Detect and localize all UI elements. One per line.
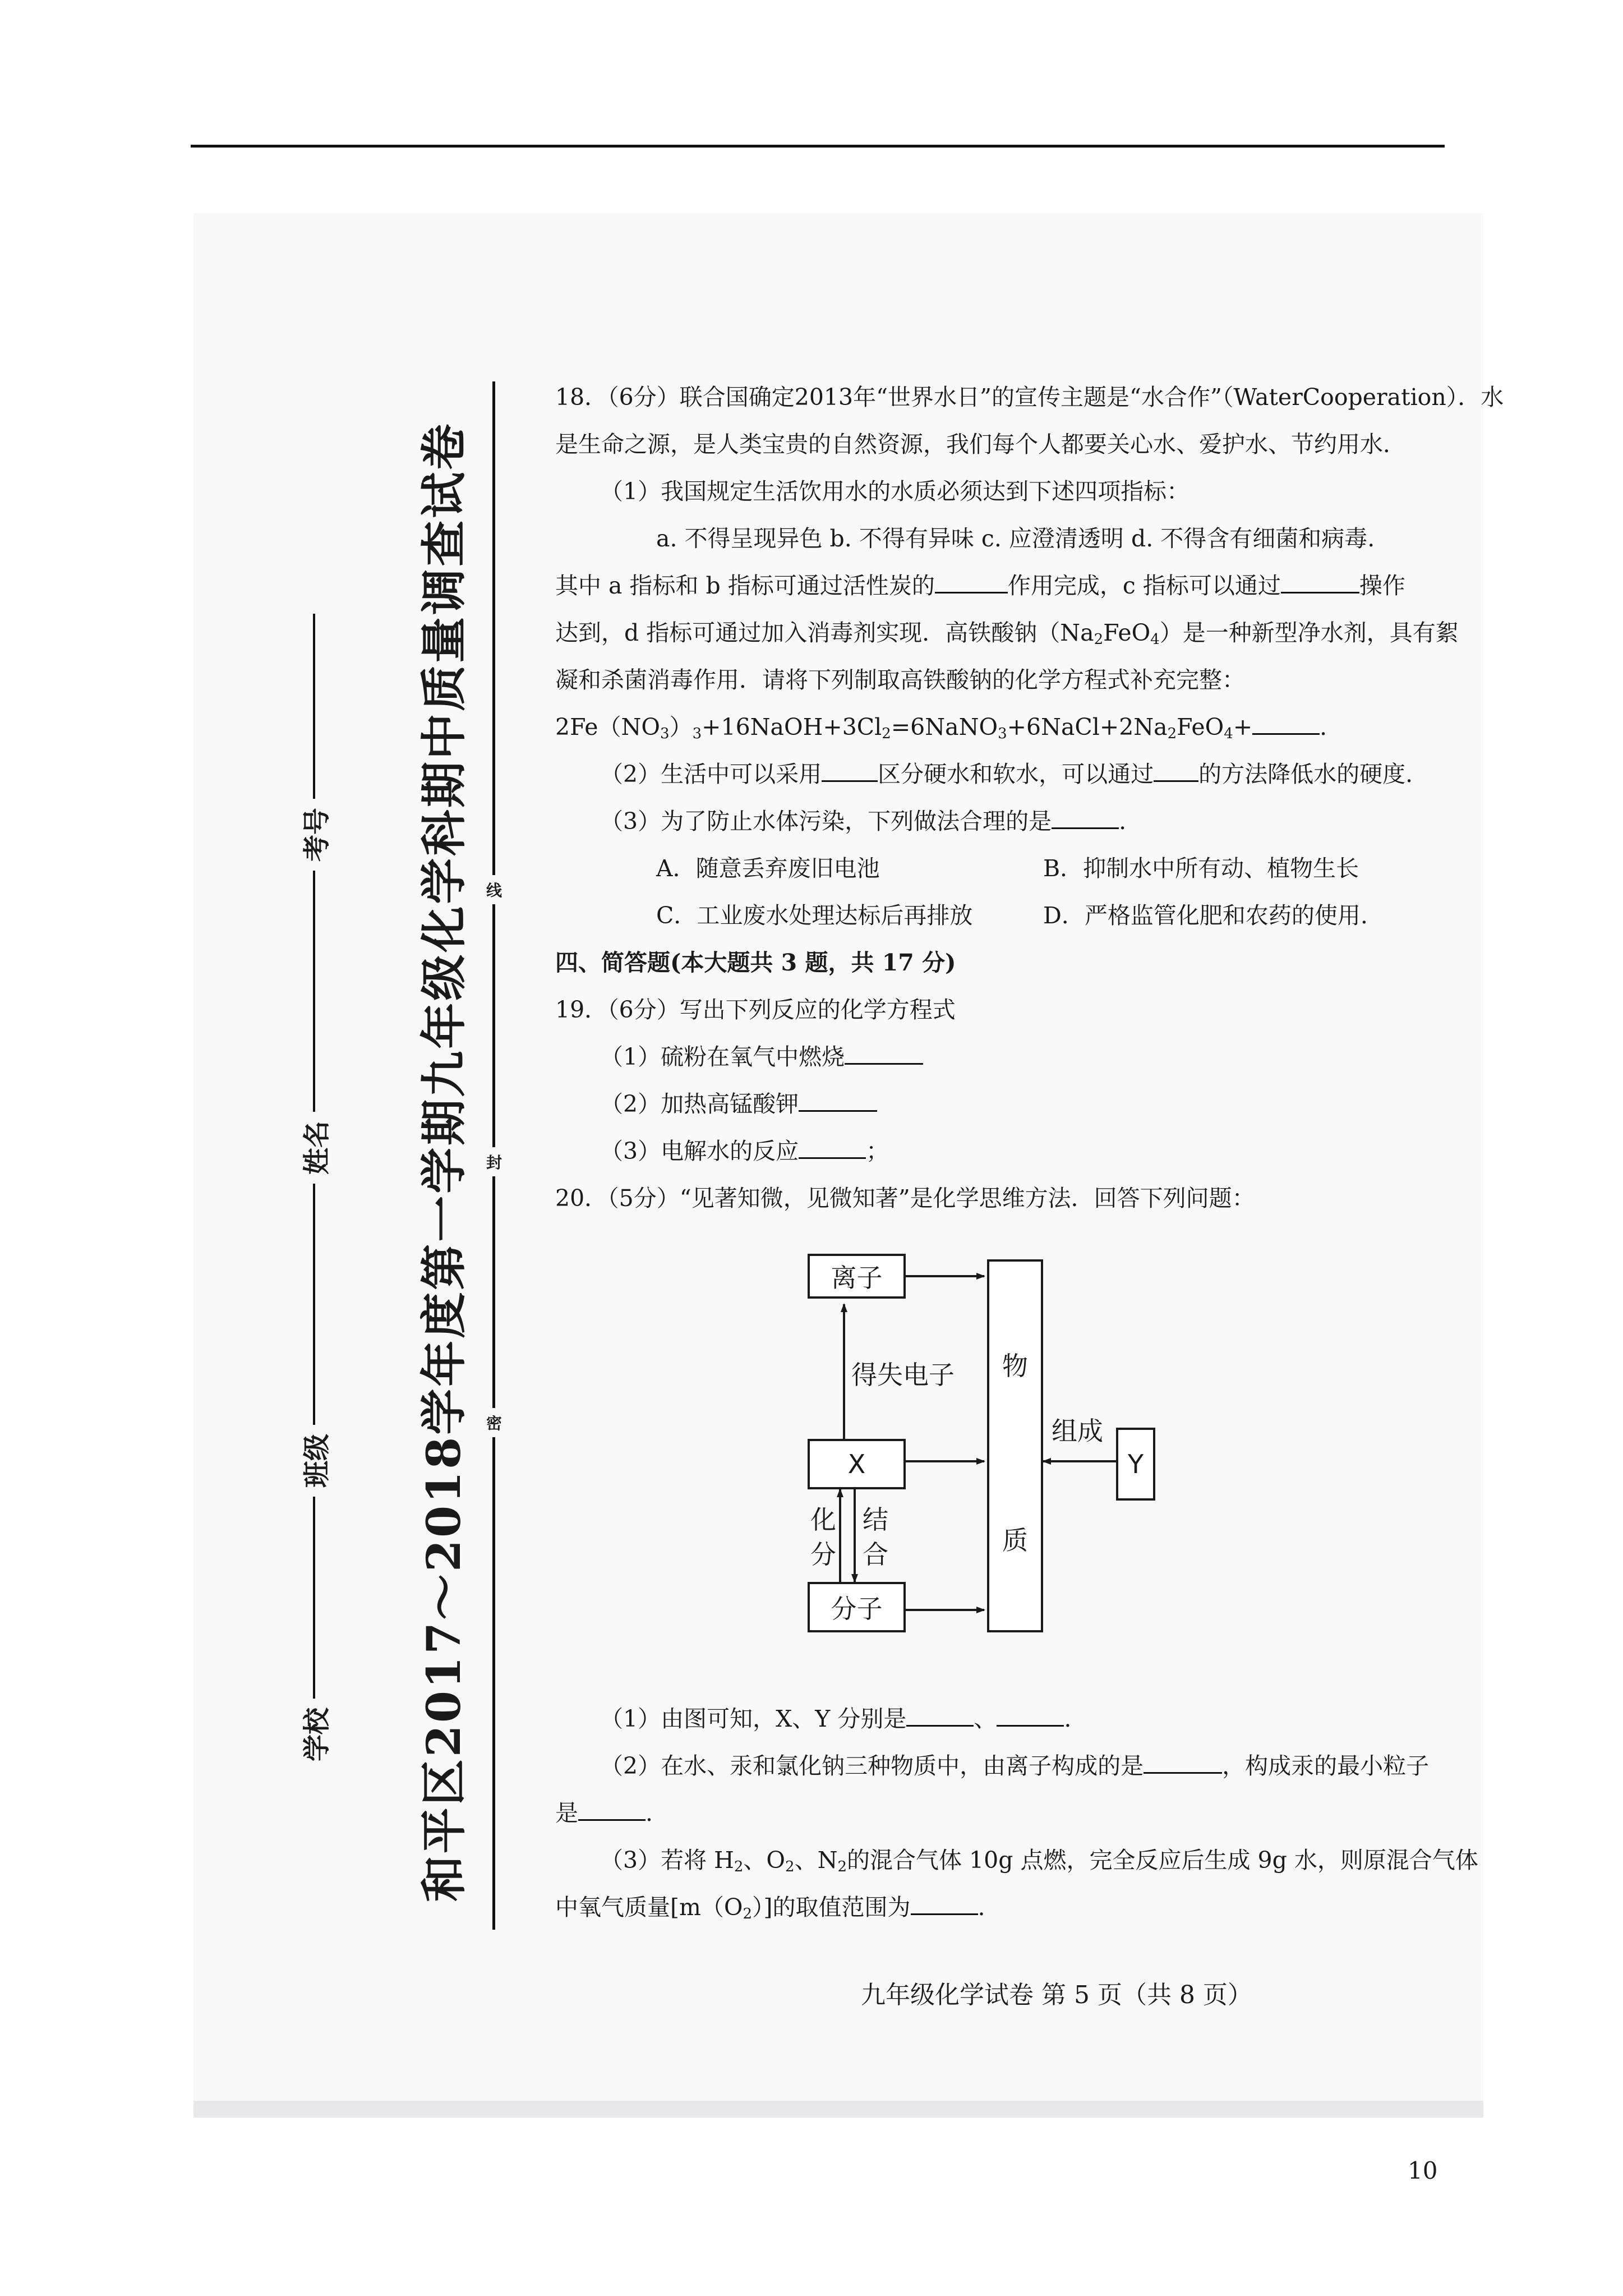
answer-blank[interactable] [1281, 592, 1359, 593]
answer-blank[interactable] [935, 592, 1008, 593]
gain-lose-electron-label: 得失电子 [851, 1360, 955, 1390]
q19-part3: （3）电解水的反应 ； [600, 1138, 889, 1165]
page-footer: 九年级化学试卷 第 5 页（共 8 页） [861, 1981, 1252, 2009]
section-4-heading: 四、简答题(本大题共 3 题，共 17 分) [555, 949, 956, 976]
scan-edge [193, 2101, 1483, 2118]
q18-part1-line2: 达到，d 指标可通过加入消毒剂实现．高铁酸钠$(Na_2FeO_4)$是一种新型净水剂，具有絮 [555, 619, 1459, 648]
answer-blank[interactable] [906, 1725, 974, 1727]
q18-stem-line1: 18．（6分）联合国确定2013年“世界水日”的宣传主题是“水合作”（WaterCooperation）．水 [555, 384, 1504, 411]
q18-equation: $2Fe(NO_3)_3+16NaOH+3Cl_2=6NaNO_3+6NaCl+2Na_2FeO_4+$ . [555, 714, 1327, 742]
class-label: 班级 [301, 1433, 333, 1488]
y-box: Y [1116, 1428, 1155, 1501]
answer-blank[interactable] [822, 780, 878, 782]
answer-blank[interactable] [1144, 1772, 1222, 1774]
binding-mark-dense: 密 [486, 1408, 502, 1437]
particle-matter-diagram [808, 1248, 1447, 1652]
binding-mark-seal: 封 [486, 1147, 502, 1176]
q20-part2-line2: 是 . [555, 1800, 653, 1826]
q18-part1-intro: （1）我国规定生活饮用水的水质必须达到下述四项指标： [600, 478, 1190, 505]
q18-part2: （2）生活中可以采用 区分硬水和软水，可以通过 的方法降低水的硬度. [600, 761, 1413, 788]
student-info-strip [292, 550, 336, 1761]
name-blank [313, 871, 315, 1112]
matter-box [987, 1259, 1043, 1632]
molecule-box: 分子 [808, 1582, 906, 1632]
page-number: 10 [1408, 2157, 1438, 2184]
answer-blank[interactable] [578, 1819, 645, 1821]
answer-blank[interactable] [1252, 733, 1320, 735]
x-box: X [808, 1439, 906, 1489]
compose-label: 组成 [1052, 1416, 1103, 1446]
q19-part2: （2）加热高锰酸钾 [600, 1088, 877, 1120]
name-label: 姓名 [301, 1120, 333, 1175]
q18-stem-line2: 是生命之源，是人类宝贵的自然资源，我们每个人都要关心水、爱护水、节约用水． [555, 431, 1406, 458]
exam-title: 和平区2017～2018学年度第一学期九年级化学科期中质量调查试卷 [417, 421, 471, 1902]
q20-stem: 20．（5分）“见著知微，见微知著”是化学思维方法．回答下列问题： [555, 1185, 1255, 1212]
q20-part3-line2: 中氧气质量$[m(O_2)]$的取值范围为 . [555, 1894, 985, 1922]
top-rule [191, 145, 1445, 148]
school-label: 学校 [301, 1707, 333, 1761]
binding-mark-line: 线 [486, 875, 502, 904]
q19-stem: 19．（6分）写出下列反应的化学方程式 [555, 996, 956, 1023]
matter-top-char: 物 [1002, 1351, 1028, 1381]
answer-blank[interactable] [845, 1063, 923, 1065]
q18-part1-line1: 其中 a 指标和 b 指标可通过活性炭的 作用完成，c 指标可以通过 操作 [555, 572, 1405, 599]
answer-blank[interactable] [799, 1157, 866, 1159]
answer-blank[interactable] [997, 1725, 1064, 1727]
school-blank [313, 1497, 315, 1699]
q18-part1-line3: 凝和杀菌消毒作用．请将下列制取高铁酸钠的化学方程式补充完整： [555, 666, 1245, 693]
q18-indicators: a. 不得呈现异色 b. 不得有异味 c. 应澄清透明 d. 不得含有细菌和病毒. [656, 525, 1375, 552]
ion-box: 离子 [808, 1254, 906, 1299]
q20-part2-line1: （2）在水、汞和氯化钠三种物质中，由离子构成的是 ，构成汞的最小粒子 [600, 1752, 1430, 1779]
q19-part1: （1）硫粉在氧气中燃烧 [600, 1041, 923, 1073]
decompose-label-1: 化 [810, 1504, 836, 1535]
answer-blank[interactable] [911, 1913, 978, 1915]
answer-blank[interactable] [799, 1110, 877, 1112]
matter-bottom-char: 质 [1002, 1525, 1028, 1556]
q18-part3: （3）为了防止水体污染，下列做法合理的是 . [600, 808, 1127, 835]
answer-blank[interactable] [1052, 827, 1119, 829]
q18-option-c: C．工业废水处理达标后再排放 [656, 902, 973, 929]
exam-no-label: 考号 [301, 807, 333, 862]
combine-label-2: 合 [863, 1539, 888, 1570]
q18-option-b: B．抑制水中所有动、植物生长 [1043, 855, 1359, 882]
class-blank [313, 1184, 315, 1425]
answer-blank[interactable] [1154, 780, 1198, 782]
q18-option-d: D．严格监管化肥和农药的使用. [1043, 902, 1368, 929]
combine-label-1: 结 [863, 1504, 888, 1535]
exam-no-blank [313, 614, 315, 799]
q20-part3-line1: （3）若将 $H_2$、$O_2$、$N_2$的混合气体 10g 点燃，完全反应后生成 9g 水，则原混合气体 [600, 1847, 1478, 1875]
q20-part1: （1）由图可知，X、Y 分别是 、 . [600, 1705, 1072, 1732]
decompose-label-2: 分 [810, 1539, 836, 1570]
q18-option-a: A．随意丢弃废旧电池 [656, 855, 880, 882]
